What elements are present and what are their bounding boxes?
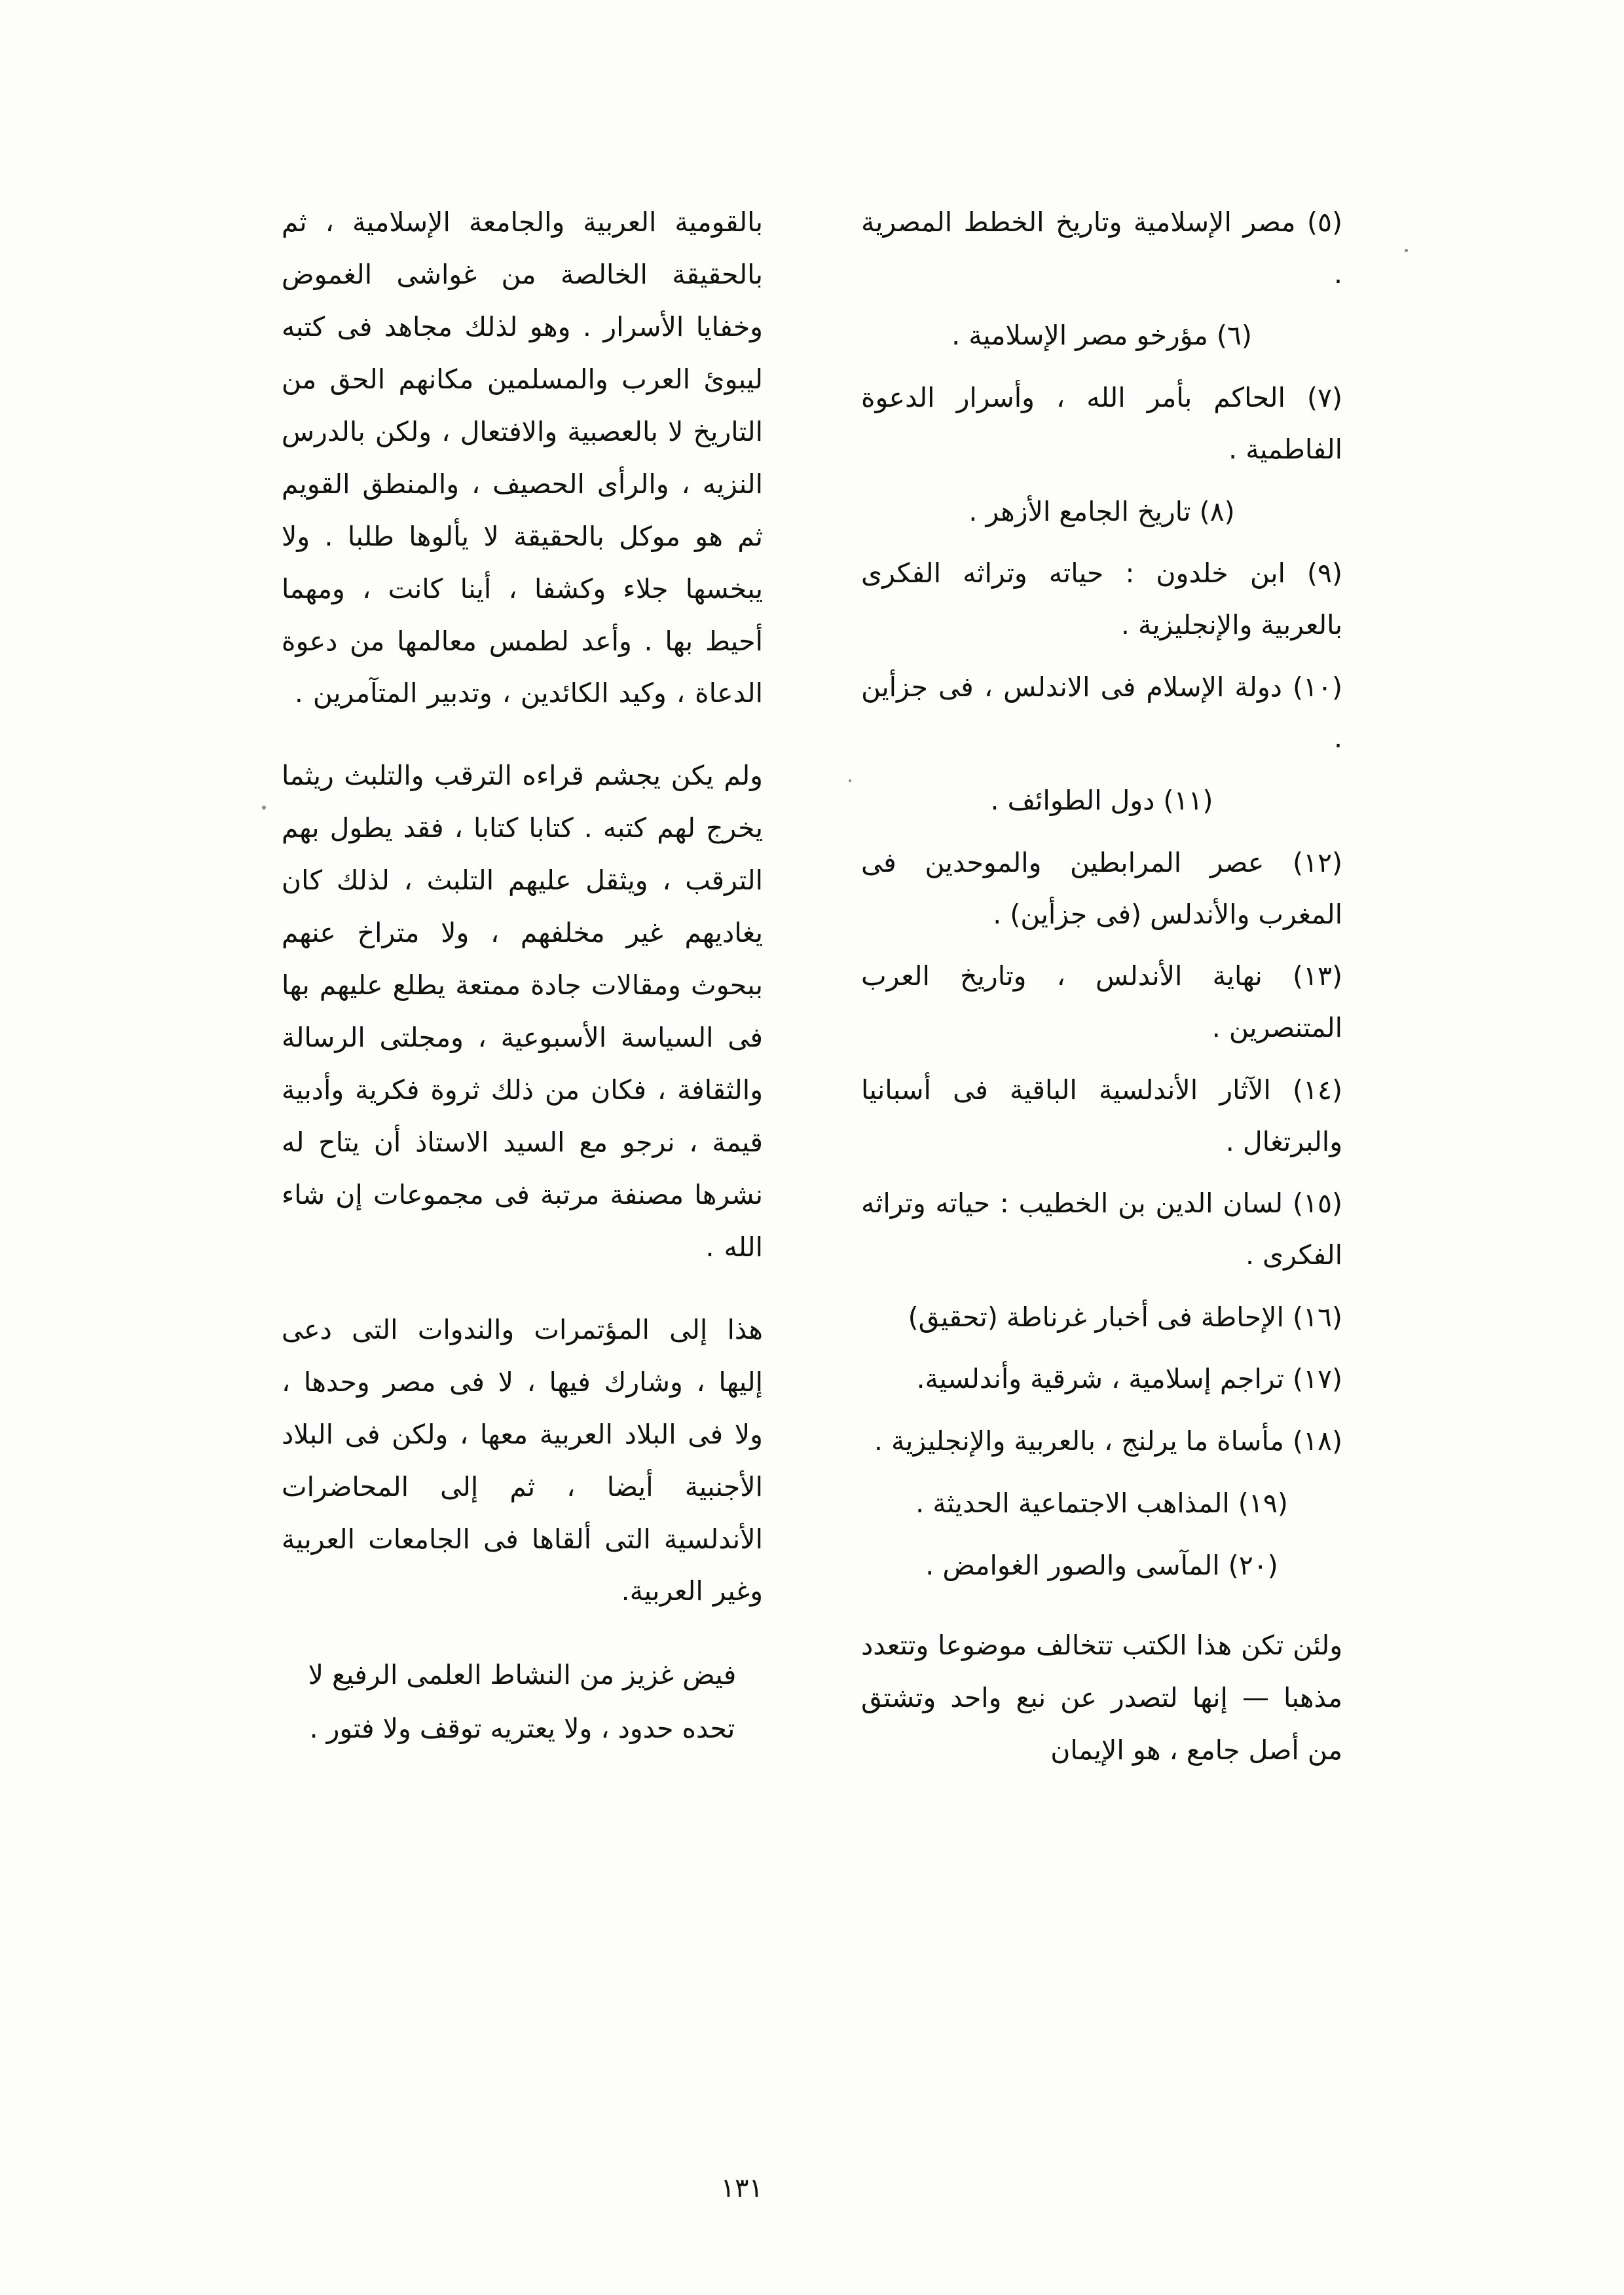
left-column [282,196,763,2203]
list-item: (٥) مصر الإسلامية وتاريخ الخطط المصرية . [861,206,1342,289]
list-item: (١٦) الإحاطة فى أخبار غرناطة (تحقيق) [908,1301,1342,1333]
paragraph: ولم يكن يجشم قراءه الترقب والتلبث ريثما يخرج لهم كتبه . كتابا كتابا ، فقد يطول بهم الترقب ، ويثقل عليهم التلبث ، لذلك كان يغاديهم غير مخلفهم ، ولا متراخ عنهم ببحوث ومقالات جادة ممتعة يطلع عليهم بها فى السياسة الأسبوعية ، ومجلتى الرسالة والثقافة ، فكان من ذلك ثروة فكرية وأدبية قيمة ، نرجو مع السيد الاستاذ أن يتاح له نشرها مصنفة مرتبة فى مجموعات إن شاء الله . [282,760,763,1263]
list-item: (١١) دول الطوائف . [990,785,1213,817]
paragraph: هذا إلى المؤتمرات والندوات التى دعى إليها ، وشارك فيها ، لا فى مصر وحدها ، ولا فى البلاد العربية معها ، ولكن فى البلاد الأجنبية أيضا ، ثم إلى المحاضرات الأندلسية التى ألقاها فى الجامعات العربية وغير العربية. [282,1313,763,1607]
scan-speck [849,779,851,782]
list-item: (١٢) عصر المرابطين والموحدين فى المغرب والأندلس (فى جزأين) . [861,846,1342,930]
list-item: (١٥) لسان الدين بن الخطيب : حياته وتراثه الفكرى . [861,1187,1342,1271]
scan-speck [262,806,266,810]
list-item: (٨) تاريخ الجامع الأزهر . [969,495,1235,527]
page-number: ١٣١ [720,2173,763,2203]
list-item: (١٧) تراجم إسلامية ، شرقية وأندلسية. [916,1363,1342,1395]
paragraph: فيض غزيز من النشاط العلمى الرفيع لا تحده حدود ، ولا يعتريه توقف ولا فتور . [308,1659,737,1745]
two-column-layout [282,196,1342,2203]
list-item: (١٤) الآثار الأندلسية الباقية فى أسبانيا والبرتغال . [861,1073,1342,1157]
list-item: (٩) ابن خلدون : حياته وتراثه الفكرى بالعربية والإنجليزية . [861,557,1342,641]
list-item: (١٣) نهاية الأندلس ، وتاريخ العرب المتنصرين . [861,960,1342,1044]
right-column [861,196,1342,2131]
list-item: (١٩) المذاهب الاجتماعية الحديثة . [915,1487,1288,1519]
scan-speck [1405,249,1408,252]
list-item: (١٠) دولة الإسلام فى الاندلس ، فى جزأين . [861,671,1342,755]
list-item: (٦) مؤرخو مصر الإسلامية . [951,320,1252,352]
page-content-area [282,196,1342,2203]
list-item: (١٨) مأساة ما يرلنج ، بالعربية والإنجليزية . [874,1425,1342,1457]
list-item: (٧) الحاكم بأمر الله ، وأسرار الدعوة الفاطمية . [861,382,1342,465]
list-item: (٢٠) المآسى والصور الغوامض . [925,1549,1278,1581]
closing-paragraph: ولئن تكن هذا الكتب تتخالف موضوعا وتتعدد مذهبا — إنها لتصدر عن نبع واحد وتشتق من أصل جامع ، هو الإيمان [861,1630,1342,1766]
paragraph: بالقومية العربية والجامعة الإسلامية ، ثم بالحقيقة الخالصة من غواشى الغموض وخفايا الأسرار . وهو لذلك مجاهد فى كتبه ليبوئ العرب والمسلمين مكانهم الحق من التاريخ لا بالعصبية والافتعال ، ولكن بالدرس النزيه ، والرأى الحصيف ، والمنطق القويم ثم هو موكل بالحقيقة لا يألوها طلبا . ولا يبخسها جلاء وكشفا ، أينا كانت ، ومهما أحيط بها . وأعد لطمس معالمها من دعوة الدعاة ، وكيد الكائدين ، وتدبير المتآمرين . [282,206,763,709]
